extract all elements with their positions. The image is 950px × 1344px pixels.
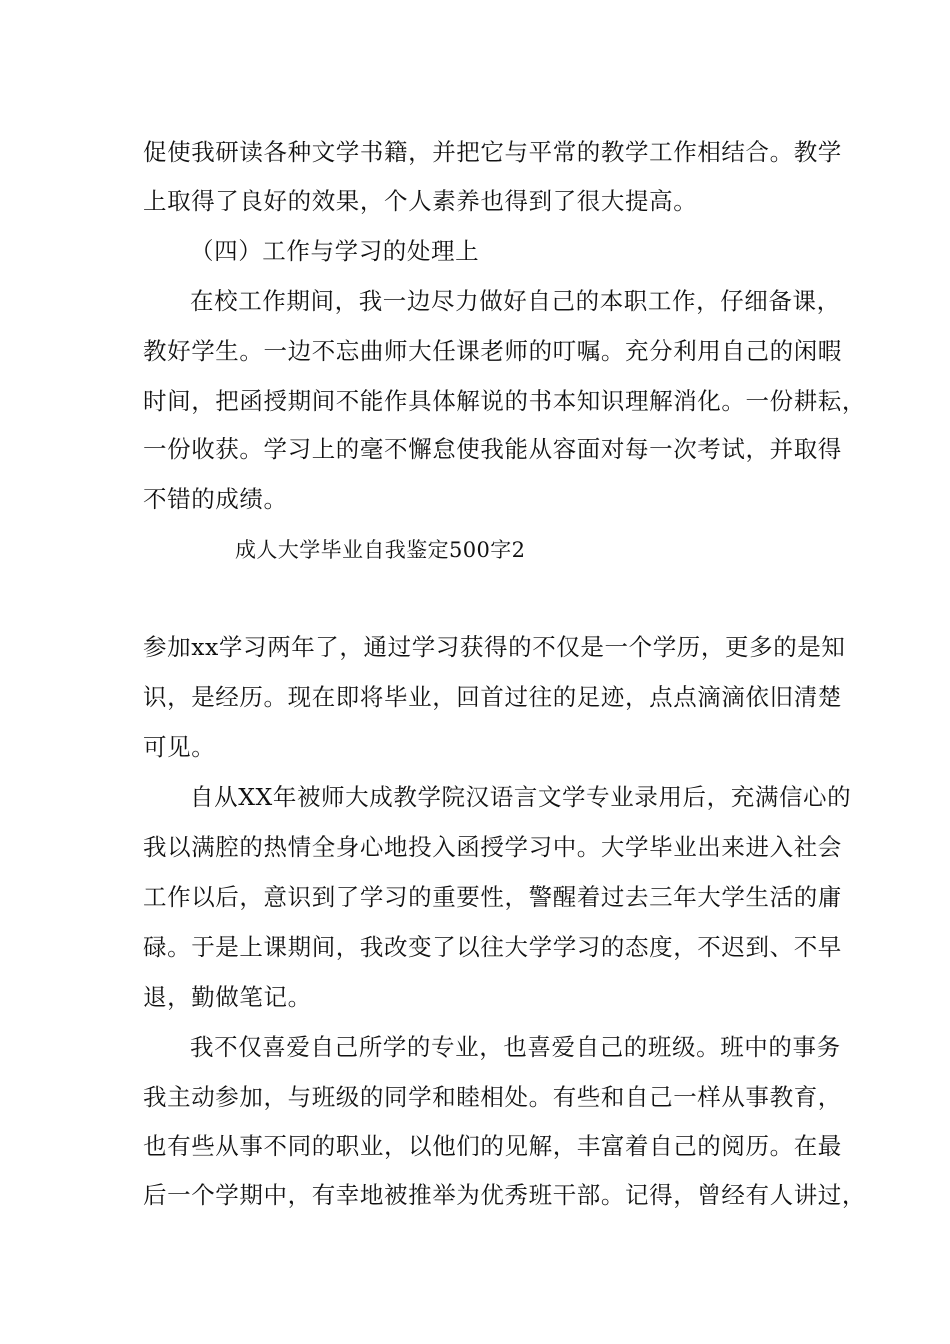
- paragraph-line: 参加xx学习两年了，通过学习获得的不仅是一个学历，更多的是知: [143, 633, 846, 661]
- paragraph-line: 工作以后，意识到了学习的重要性，警醒着过去三年大学生活的庸: [143, 883, 842, 911]
- paragraph-line: 我不仅喜爱自己所学的专业，也喜爱自己的班级。班中的事务: [190, 1033, 841, 1061]
- paragraph-line: 在校工作期间，我一边尽力做好自己的本职工作，仔细备课，: [190, 287, 841, 315]
- paragraph-line: 教好学生。一边不忘曲师大任课老师的叮嘱。充分利用自己的闲暇: [143, 337, 842, 365]
- paragraph-line: 可见。: [143, 733, 216, 761]
- paragraph-line: 不错的成绩。: [143, 485, 288, 513]
- paragraph-line: 时间，把函授期间不能作具体解说的书本知识理解消化。一份耕耘，: [143, 387, 866, 415]
- paragraph-line: 后一个学期中，有幸地被推举为优秀班干部。记得，曾经有人讲过，: [143, 1181, 866, 1209]
- paragraph-line: 自从XX年被师大成教学院汉语言文学专业录用后，充满信心的: [190, 783, 852, 811]
- paragraph-line: 上取得了良好的效果，个人素养也得到了很大提高。: [143, 187, 698, 215]
- paragraph-line: 退，勤做笔记。: [143, 983, 312, 1011]
- paragraph-line: 一份收获。学习上的毫不懈怠使我能从容面对每一次考试，并取得: [143, 435, 842, 463]
- paragraph-line: 我主动参加，与班级的同学和睦相处。有些和自己一样从事教育，: [143, 1083, 842, 1111]
- paragraph-line: 碌。于是上课期间，我改变了以往大学学习的态度，不迟到、不早: [143, 933, 842, 961]
- section-heading: （四）工作与学习的处理上: [190, 237, 480, 265]
- paragraph-line: 我以满腔的热情全身心地投入函授学习中。大学毕业出来进入社会: [143, 833, 842, 861]
- paragraph-line: 也有些从事不同的职业，以他们的见解，丰富着自己的阅历。在最: [143, 1132, 842, 1160]
- document-title: 成人大学毕业自我鉴定500字2: [235, 538, 526, 562]
- paragraph-line: 促使我研读各种文学书籍，并把它与平常的教学工作相结合。教学: [143, 138, 842, 166]
- paragraph-line: 识，是经历。现在即将毕业，回首过往的足迹，点点滴滴依旧清楚: [143, 683, 842, 711]
